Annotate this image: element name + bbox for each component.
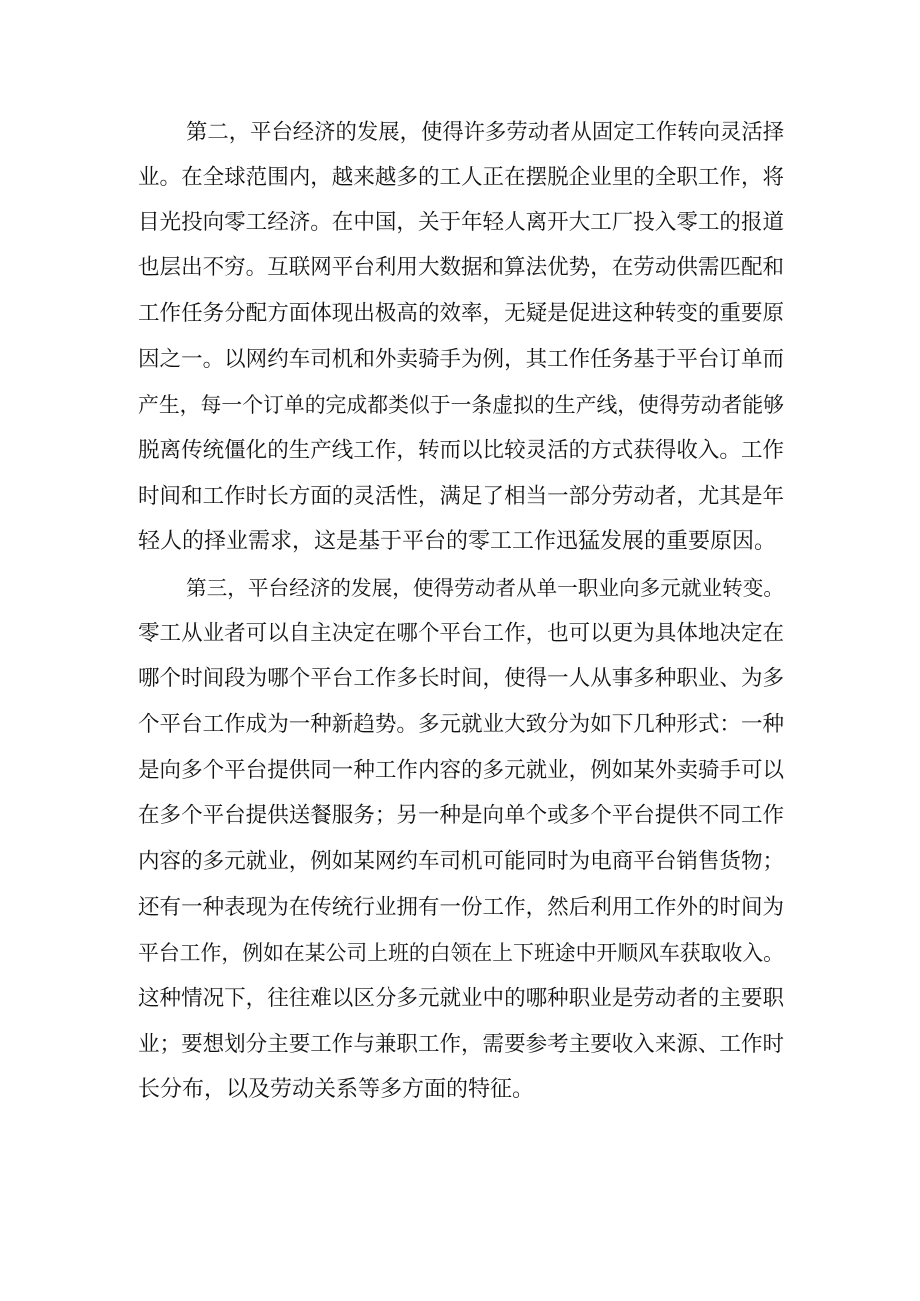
text-line: 内容的多元就业，例如某网约车司机可能同时为电商平台销售货物； — [138, 849, 784, 874]
text-line: 脱离传统僵化的生产线工作，转而以比较灵活的方式获得收入。工作 — [138, 438, 784, 463]
text-line: 业；要想划分主要工作与兼职工作，需要参考主要收入来源、工作时 — [138, 1032, 784, 1057]
text-line: 也层出不穷。互联网平台利用大数据和算法优势，在劳动供需匹配和 — [138, 255, 784, 280]
text-line: 还有一种表现为在传统行业拥有一份工作，然后利用工作外的时间为 — [138, 895, 784, 920]
text-line: 个平台工作成为一种新趋势。多元就业大致分为如下几种形式：一种 — [138, 712, 784, 737]
text-line: 目光投向零工经济。在中国，关于年轻人离开大工厂投入零工的报道 — [138, 210, 784, 235]
text-line: 业。在全球范围内，越来越多的工人正在摆脱企业里的全职工作，将 — [138, 165, 784, 190]
text-line: 时间和工作时长方面的灵活性，满足了相当一部分劳动者，尤其是年 — [138, 484, 784, 509]
text-line: 长分布，以及劳动关系等多方面的特征。 — [138, 1077, 535, 1102]
text-line: 这种情况下，往往难以区分多元就业中的哪种职业是劳动者的主要职 — [138, 986, 784, 1011]
text-line: 产生，每一个订单的完成都类似于一条虚拟的生产线，使得劳动者能够 — [138, 393, 784, 417]
text-line: 工作任务分配方面体现出极高的效率，无疑是促进这种转变的重要原 — [138, 301, 784, 326]
text-line: 第三，平台经济的发展，使得劳动者从单一职业向多元就业转变。 — [186, 576, 784, 600]
text-line: 第二，平台经济的发展，使得许多劳动者从固定工作转向灵活择 — [186, 120, 785, 145]
text-line: 在多个平台提供送餐服务；另一种是向单个或多个平台提供不同工作 — [138, 803, 784, 828]
text-line: 哪个时间段为哪个平台工作多长时间，使得一人从事多种职业、为多 — [138, 666, 784, 691]
text-line: 平台工作，例如在某公司上班的白领在上下班途中开顺风车获取收入。 — [138, 941, 784, 965]
text-line: 是向多个平台提供同一种工作内容的多元就业，例如某外卖骑手可以 — [138, 758, 784, 783]
text-line: 轻人的择业需求，这是基于平台的零工工作迅猛发展的重要原因。 — [138, 529, 777, 554]
text-line: 零工从业者可以自主决定在哪个平台工作，也可以更为具体地决定在 — [138, 621, 784, 646]
text-line: 因之一。以网约车司机和外卖骑手为例，其工作任务基于平台订单而 — [138, 347, 784, 372]
